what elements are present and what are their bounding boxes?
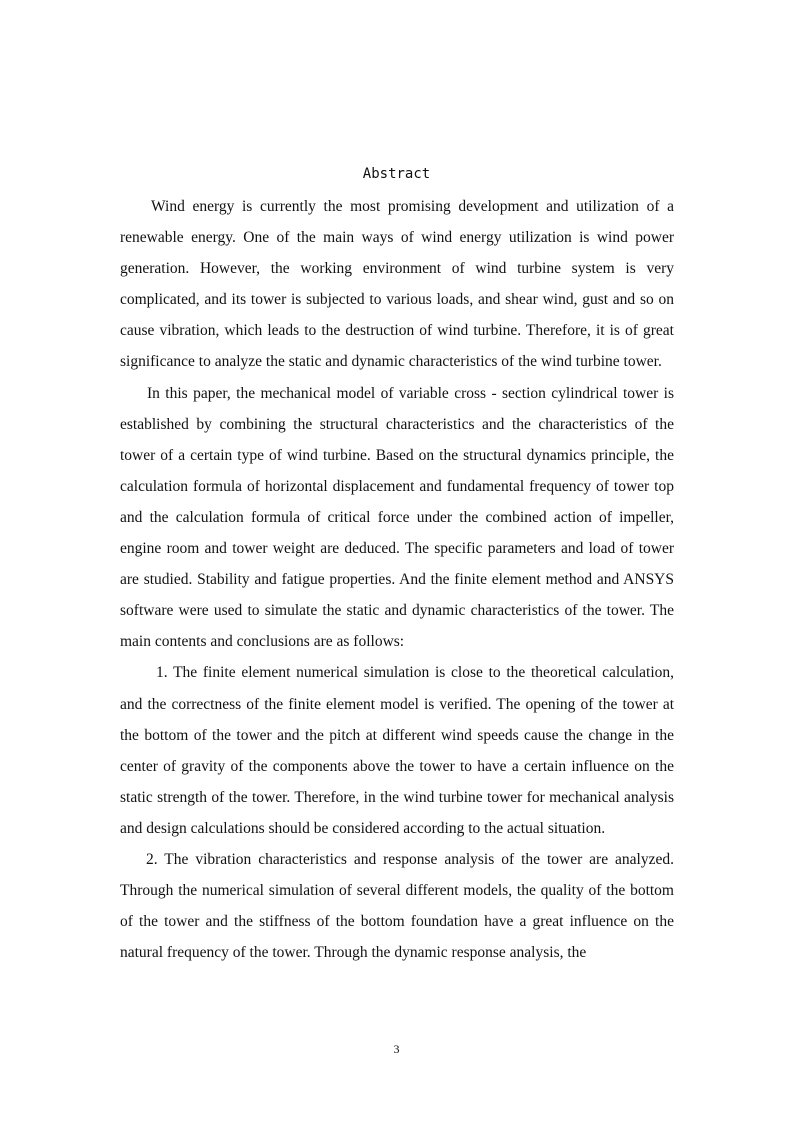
page-number: 3: [393, 1042, 400, 1056]
paragraph-intro: Wind energy is currently the most promising development and utilization of a renewable energy. One of the main ways of wind energy utilization is wind power generation. However, the working environment of wind turbine system is very complicated, and its tower is subjected to various loads, and shear wind, gust and so on cause vibration, which leads to the destruction of wind turbine. Therefore, it is of great significance to analyze the static and dynamic characteristics of the wind turbine tower.: [120, 198, 674, 371]
abstract-heading: Abstract: [362, 166, 431, 182]
paragraph-conclusion-2: 2. The vibration characteristics and response analysis of the tower are analyzed. Through the numerical simulation of several different models, the quality of the bottom of the tower and the stiffness of the bottom foundation have a great influence on the natural frequency of the tower. Through the dynamic response analysis, the: [120, 850, 674, 962]
abstract-body: [120, 191, 674, 968]
paragraph-method: In this paper, the mechanical model of variable cross - section cylindrical tower is established by combining the structural characteristics and the characteristics of the tower of a certain type of wind turbine. Based on the structural dynamics principle, the calculation formula of horizontal displacement and fundamental frequency of tower top and the calculation formula of critical force under the combined action of impeller, engine room and tower weight are deduced. The specific parameters and load of tower are studied. Stability and fatigue properties. And the finite element method and ANSYS software were used to simulate the static and dynamic characteristics of the tower. The main contents and conclusions are as follows:: [120, 384, 674, 651]
paragraph-conclusion-1: 1. The finite element numerical simulation is close to the theoretical calculation, and the correctness of the finite element model is verified. The opening of the tower at the bottom of the tower and the pitch at different wind speeds cause the change in the center of gravity of the components above the tower to have a certain influence on the static strength of the tower. Therefore, in the wind turbine tower for mechanical analysis and design calculations should be considered according to the actual situation.: [120, 664, 674, 837]
